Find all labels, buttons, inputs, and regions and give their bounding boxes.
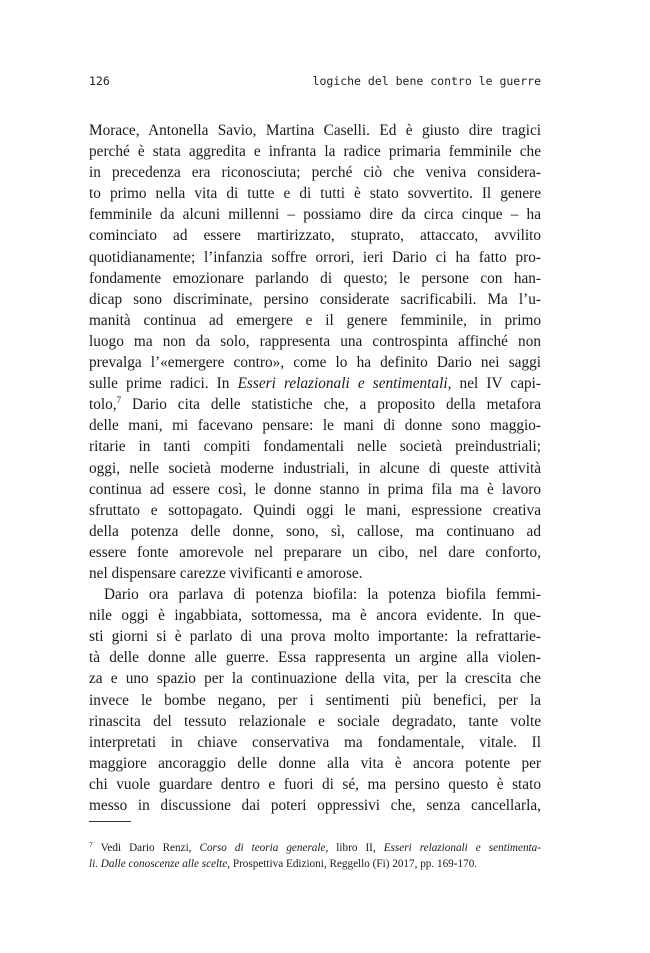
text-segment: tà delle donne alle guerre. Essa rappresenta un argine alla violen- [89,649,541,667]
body-line [89,394,541,415]
body-line [89,774,541,795]
text-segment: oggi, nelle società moderne industriali, in alcune di queste attività [89,459,541,477]
text-segment: to primo nella vita di tutte e di tutti è stato sovvertito. Il genere [89,185,541,203]
body-line [89,479,541,500]
body-line [89,711,541,732]
footnote [89,840,541,872]
text-segment: tolo, [89,396,117,414]
text-segment: perché è stata aggredita e infranta la radice primaria femminile che [89,143,541,161]
body-line [89,753,541,774]
body-line [89,690,541,711]
body-line [89,310,541,331]
body-line [89,225,541,246]
text-segment: dicap sono discriminate, persino considerate sacrificabili. Ma l’u- [89,290,541,308]
body-line [89,542,541,563]
text-segment: chi vuole guardare dentro e fuori di sé, ma persino questo è stato [89,775,541,793]
text-segment: sti giorni si è parlato di una prova molto importante: la refrattarie- [89,628,541,646]
footnote-marker: 7 [89,840,93,849]
italic-text: Esseri relazionali e sentimentali, [237,375,452,393]
footnote-marker: 7 [116,395,122,406]
text-segment: libro II, [328,842,384,854]
text-segment: della potenza delle donne, sono, sì, callose, ma continuano ad [89,522,541,540]
footnote-line [89,840,541,856]
body-line [89,120,541,141]
text-segment: invece le bombe negano, per i sentimenti più benefici, per la [89,691,541,709]
body-line [89,268,541,289]
text-segment: Morace, Antonella Savio, Martina Caselli. Ed è giusto dire tragici [89,122,541,139]
running-header [89,74,541,92]
text-segment: sfruttato e sottopagato. Quindi oggi le mani, espressione creativa [89,501,541,519]
body-line [89,162,541,183]
text-segment: sulle prime radici. In [89,375,238,393]
italic-text: Corso di teoria generale, [199,842,329,854]
body-line [89,584,541,605]
body-line [89,289,541,310]
body-line [89,458,541,479]
body-line [89,668,541,689]
text-segment: maggiore ancoraggio delle donne alla vita è ancora potente per [89,754,541,772]
text-segment: nel IV capi- [451,375,541,393]
text-segment: messo in discussione dai poteri oppressivi che, senza cancellarla, [89,797,541,814]
text-segment: quotidianamente; l’infanzia soffre orrori, ieri Dario ci ha fatto pro- [89,248,541,266]
body-line [89,732,541,753]
text-segment: fondamente emozionare parlando di questo; le persone con han- [89,269,541,287]
body-line [89,183,541,204]
page-number: 126 [89,74,110,88]
text-segment: ritarie in tanti compiti fondamentali nelle società preindustriali; [89,438,541,456]
body-line [89,605,541,626]
body-line [89,331,541,352]
body-line [89,563,541,584]
body-line [89,352,541,373]
text-segment: in precedenza era riconosciuta; perché ciò che veniva considera- [89,164,541,182]
text-segment: prevalga l’«emergere contro», come lo ha definito Dario nei saggi [89,354,541,372]
text-segment: Dario cita delle statistiche che, a proposito della metafora [121,396,541,414]
body-line [89,436,541,457]
text-segment: luogo ma non da solo, rappresenta una controspinta affinché non [89,332,541,350]
footnote-separator [89,821,131,822]
text-segment: rinascita del tessuto relazionale e sociale degradato, tante volte [89,712,541,730]
italic-text: li. Dalle conoscenze alle scelte, [89,858,231,870]
text-segment: cominciato ad essere martirizzato, stuprato, attaccato, avvilito [89,227,541,245]
body-line [89,141,541,162]
text-segment: nel dispensare carezze vivificanti e amorose. [89,564,363,582]
body-line [89,373,541,394]
body-text [89,120,541,816]
text-segment: manità continua ad emergere e il genere femminile, in primo [89,311,541,329]
text-segment: essere fonte amorevole nel preparare un cibo, nel dare conforto, [89,543,541,561]
body-line [89,626,541,647]
body-line [89,647,541,668]
text-segment: za e uno spazio per la continuazione della vita, per la crescita che [89,670,541,688]
text-segment: Prospettiva Edizioni, Reggello (Fi) 2017, pp. 169-170. [230,858,478,870]
body-line [89,415,541,436]
text-segment: interpretati in chiave conservativa ma fondamentale, vitale. Il [89,733,541,751]
text-segment: femminile da alcuni millenni – possiamo dire da circa cinque – ha [89,206,541,224]
body-line [89,500,541,521]
body-line [89,204,541,225]
running-title: logiche del bene contro le guerre [312,74,541,88]
footnote-line [89,856,541,872]
text-segment: continua ad essere così, le donne stanno in prima fila ma è lavoro [89,480,541,498]
text-segment: Vedi Dario Renzi, [92,842,200,854]
body-line [89,521,541,542]
text-segment: nile oggi è ingabbiata, sottomessa, ma è ancora evidente. In que- [89,607,541,625]
italic-text: Esseri relazionali e sentimenta- [383,842,541,854]
body-line [89,247,541,268]
text-segment: Dario ora parlava di potenza biofila: la potenza biofila femmi- [104,586,541,604]
body-line [89,795,541,816]
text-segment: delle mani, mi facevano pensare: le mani di donne sono maggio- [89,417,541,435]
